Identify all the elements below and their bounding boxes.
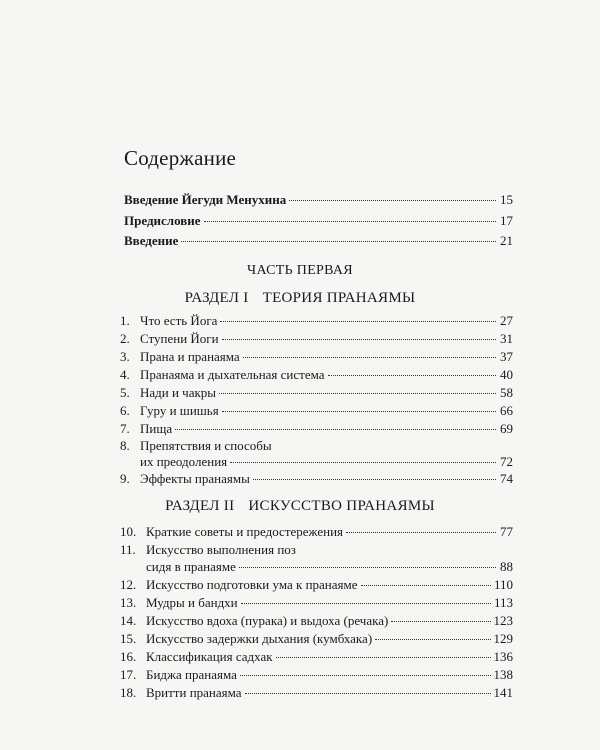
toc-number: 10. bbox=[120, 524, 137, 539]
toc-number: 16. bbox=[120, 649, 137, 664]
toc-page: 31 bbox=[500, 331, 513, 346]
toc-number: 3. bbox=[120, 349, 130, 364]
toc-entry bbox=[140, 454, 513, 470]
dot-leader bbox=[222, 338, 496, 340]
section-heading bbox=[0, 498, 600, 515]
toc-number: 9. bbox=[120, 471, 130, 486]
toc-label: Мудры и бандхи bbox=[146, 595, 238, 610]
toc-page: 74 bbox=[500, 471, 513, 486]
toc-number: 2. bbox=[120, 331, 130, 346]
toc-page: 40 bbox=[500, 367, 513, 382]
toc-page: 113 bbox=[493, 595, 513, 610]
toc-page: 27 bbox=[500, 313, 513, 328]
toc-page: 123 bbox=[493, 613, 513, 628]
toc-page: 17 bbox=[500, 213, 513, 228]
toc-label: Нади и чакры bbox=[140, 385, 217, 400]
section-name: ИСКУССТВО ПРАНАЯМЫ bbox=[248, 498, 435, 514]
toc-label: Краткие советы и предостережения bbox=[146, 524, 344, 539]
dot-leader bbox=[175, 428, 496, 430]
toc-page: 110 bbox=[493, 577, 513, 592]
section-label: РАЗДЕЛ I bbox=[184, 290, 249, 306]
toc-label: Эффекты пранаямы bbox=[140, 471, 250, 486]
toc-entry bbox=[120, 349, 513, 365]
dot-leader bbox=[204, 220, 496, 222]
dot-leader bbox=[391, 620, 490, 622]
dot-leader bbox=[222, 410, 496, 412]
toc-label: Пища bbox=[140, 421, 173, 436]
toc-page: 88 bbox=[500, 559, 513, 574]
toc-number: 11. bbox=[120, 542, 136, 557]
dot-leader bbox=[181, 240, 496, 242]
toc-number: 5. bbox=[120, 385, 130, 400]
page-title: Содержание bbox=[124, 146, 237, 170]
toc-entry bbox=[120, 613, 513, 629]
toc-label: Что есть Йога bbox=[140, 313, 218, 328]
dot-leader bbox=[245, 692, 491, 694]
toc-entry bbox=[120, 631, 513, 647]
toc-label-continued: их преодоления bbox=[140, 454, 228, 469]
toc-entry bbox=[124, 233, 513, 249]
toc-page: 15 bbox=[500, 192, 513, 207]
toc-label: Ступени Йоги bbox=[140, 331, 219, 346]
toc-label: Искусство подготовки ума к пранаяме bbox=[146, 577, 358, 592]
toc-entry bbox=[120, 403, 513, 419]
toc-label: Введение bbox=[124, 233, 179, 248]
toc-number: 14. bbox=[120, 613, 137, 628]
toc-number: 6. bbox=[120, 403, 130, 418]
toc-entry-first-line bbox=[120, 542, 296, 558]
dot-leader bbox=[230, 461, 496, 463]
toc-label: Искусство вдоха (пурака) и выдоха (речака) bbox=[146, 613, 389, 628]
toc-page: 77 bbox=[500, 524, 513, 539]
section-name: ТЕОРИЯ ПРАНАЯМЫ bbox=[262, 290, 416, 306]
toc-number: 13. bbox=[120, 595, 137, 610]
toc-entry bbox=[120, 577, 513, 593]
toc-entry bbox=[120, 649, 513, 665]
dot-leader bbox=[220, 320, 496, 322]
dot-leader bbox=[289, 199, 496, 201]
toc-entry bbox=[120, 313, 513, 329]
toc-label: Биджа пранаяма bbox=[146, 667, 237, 682]
dot-leader bbox=[346, 531, 496, 533]
toc-entry bbox=[146, 559, 513, 575]
toc-label: Вритти пранаяма bbox=[146, 685, 242, 700]
toc-entry-first-line bbox=[120, 438, 272, 454]
toc-entry bbox=[120, 331, 513, 347]
toc-number: 15. bbox=[120, 631, 137, 646]
toc-label-continued: сидя в пранаяме bbox=[146, 559, 236, 574]
toc-label: Введение Йегуди Менухина bbox=[124, 192, 287, 207]
toc-entry bbox=[120, 367, 513, 383]
toc-label: Гуру и шишья bbox=[140, 403, 219, 418]
dot-leader bbox=[375, 638, 490, 640]
toc-entry bbox=[120, 685, 513, 701]
toc-page: 37 bbox=[500, 349, 513, 364]
toc-entry bbox=[124, 192, 513, 208]
dot-leader bbox=[239, 566, 496, 568]
dot-leader bbox=[243, 356, 496, 358]
dot-leader bbox=[276, 656, 491, 658]
toc-label: Искусство задержки дыхания (кумбхака) bbox=[146, 631, 373, 646]
toc-page: 21 bbox=[500, 233, 513, 248]
toc-page: 129 bbox=[493, 631, 513, 646]
toc-entry bbox=[120, 385, 513, 401]
dot-leader bbox=[361, 584, 491, 586]
toc-page: 136 bbox=[493, 649, 513, 664]
toc-label: Препятствия и способы bbox=[140, 438, 272, 453]
toc-page: 72 bbox=[500, 454, 513, 469]
toc-number: 17. bbox=[120, 667, 137, 682]
toc-entry bbox=[120, 421, 513, 437]
dot-leader bbox=[240, 674, 491, 676]
toc-entry bbox=[120, 524, 513, 540]
toc-page: 66 bbox=[500, 403, 513, 418]
toc-number: 4. bbox=[120, 367, 130, 382]
toc-number: 12. bbox=[120, 577, 137, 592]
dot-leader bbox=[253, 478, 496, 480]
toc-number: 1. bbox=[120, 313, 130, 328]
toc-page: 138 bbox=[493, 667, 513, 682]
toc-label: Искусство выполнения поз bbox=[146, 542, 296, 557]
toc-label: Прана и пранаяма bbox=[140, 349, 240, 364]
section-heading bbox=[0, 290, 600, 307]
dot-leader bbox=[219, 392, 496, 394]
toc-label: Классификация садхак bbox=[146, 649, 273, 664]
toc-entry bbox=[120, 667, 513, 683]
toc-entry bbox=[120, 595, 513, 611]
toc-entry bbox=[120, 471, 513, 487]
dot-leader bbox=[328, 374, 496, 376]
dot-leader bbox=[241, 602, 491, 604]
toc-label: Пранаяма и дыхательная система bbox=[140, 367, 325, 382]
toc-number: 8. bbox=[120, 438, 130, 453]
part-title: ЧАСТЬ ПЕРВАЯ bbox=[247, 263, 353, 278]
toc-page: 141 bbox=[493, 685, 513, 700]
toc-number: 7. bbox=[120, 421, 130, 436]
toc-page: 58 bbox=[500, 385, 513, 400]
toc-entry bbox=[124, 213, 513, 229]
toc-label: Предисловие bbox=[124, 213, 201, 228]
toc-number: 18. bbox=[120, 685, 137, 700]
section-label: РАЗДЕЛ II bbox=[165, 498, 235, 514]
toc-page: 69 bbox=[500, 421, 513, 436]
